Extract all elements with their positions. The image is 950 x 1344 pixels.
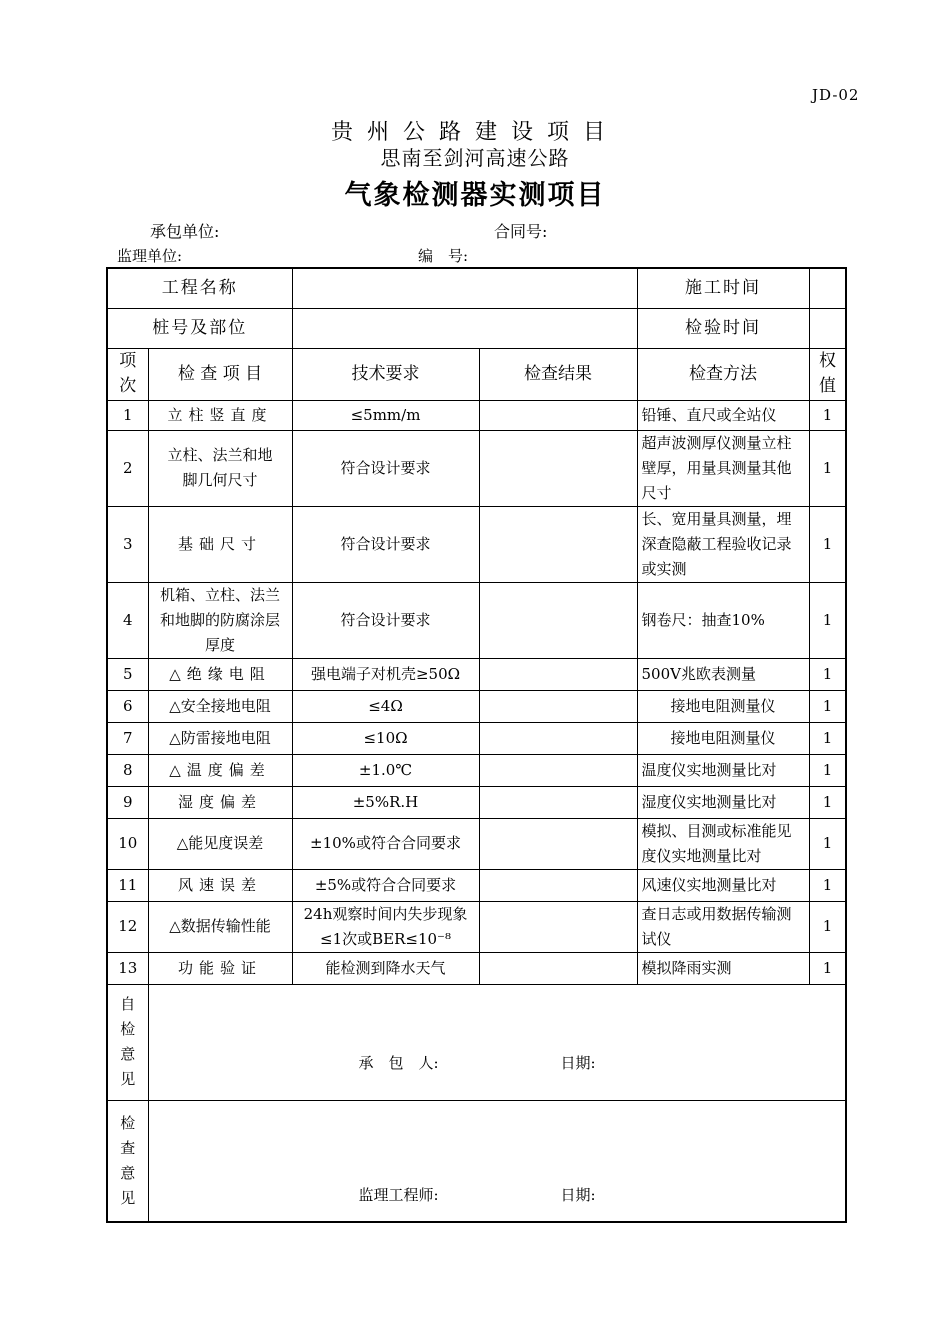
col-result: 检查结果 bbox=[479, 348, 637, 400]
project-name-field[interactable] bbox=[292, 268, 637, 308]
row-requirement: 强电端子对机壳≥50Ω bbox=[292, 658, 479, 690]
inspection-label: 检查意见 bbox=[120, 1113, 136, 1207]
contractor-label: 承包单位: bbox=[150, 222, 220, 241]
self-check-date-label: 日期: bbox=[560, 1053, 596, 1072]
row-weight: 1 bbox=[809, 690, 846, 722]
row-no: 3 bbox=[107, 506, 148, 582]
row-item: 风速误差 bbox=[148, 869, 292, 901]
row-weight: 1 bbox=[809, 506, 846, 582]
table-row bbox=[107, 400, 846, 430]
col-item: 检 查 项 目 bbox=[148, 348, 292, 400]
row-requirement: 符合设计要求 bbox=[292, 506, 479, 582]
row-no: 2 bbox=[107, 430, 148, 506]
row-weight: 1 bbox=[809, 952, 846, 984]
row-requirement: 符合设计要求 bbox=[292, 430, 479, 506]
row-weight: 1 bbox=[809, 658, 846, 690]
row-result[interactable] bbox=[479, 658, 637, 690]
project-title: 思南至剑河高速公路 bbox=[380, 146, 570, 170]
col-requirement: 技术要求 bbox=[292, 348, 479, 400]
col-no: 项次 bbox=[119, 351, 137, 396]
row-item: △数据传输性能 bbox=[148, 901, 292, 952]
inspection-area[interactable] bbox=[148, 1100, 846, 1222]
row-result[interactable] bbox=[479, 506, 637, 582]
row-no: 13 bbox=[107, 952, 148, 984]
table-row bbox=[107, 506, 846, 582]
row-item: 立柱竖直度 bbox=[148, 400, 292, 430]
org-title: 贵州公路建设项目 bbox=[330, 120, 619, 145]
row-item: 立柱、法兰和地脚几何尺寸 bbox=[148, 430, 292, 506]
row-no: 7 bbox=[107, 722, 148, 754]
info-row-project bbox=[107, 268, 846, 308]
page-title: 气象检测器实测项目 bbox=[344, 180, 606, 211]
inspection-date-label: 日期: bbox=[560, 1185, 596, 1204]
table-row bbox=[107, 690, 846, 722]
row-item: △绝缘电阻 bbox=[148, 658, 292, 690]
self-check-label: 自检意见 bbox=[120, 995, 136, 1088]
row-no: 6 bbox=[107, 690, 148, 722]
row-no: 1 bbox=[107, 400, 148, 430]
row-weight: 1 bbox=[809, 582, 846, 658]
table-row bbox=[107, 952, 846, 984]
self-check-row bbox=[107, 984, 846, 1100]
row-method: 钢卷尺：抽查10% bbox=[637, 582, 809, 658]
row-requirement: ±10%或符合合同要求 bbox=[292, 818, 479, 869]
row-item: △防雷接地电阻 bbox=[148, 722, 292, 754]
row-weight: 1 bbox=[809, 722, 846, 754]
row-requirement: 能检测到降水天气 bbox=[292, 952, 479, 984]
row-requirement: ±5%R.H bbox=[292, 786, 479, 818]
row-method: 接地电阻测量仪 bbox=[637, 690, 809, 722]
engineer-sign-label: 监理工程师: bbox=[358, 1185, 439, 1204]
row-method: 模拟、目测或标准能见度仪实地测量比对 bbox=[637, 818, 809, 869]
table-row bbox=[107, 582, 846, 658]
number-label: 编 号: bbox=[418, 247, 469, 265]
row-method: 铅锤、直尺或全站仪 bbox=[637, 400, 809, 430]
row-method: 温度仪实地测量比对 bbox=[637, 754, 809, 786]
row-result[interactable] bbox=[479, 430, 637, 506]
row-item: △能见度误差 bbox=[148, 818, 292, 869]
row-no: 11 bbox=[107, 869, 148, 901]
col-weight: 权值 bbox=[819, 351, 836, 396]
row-result[interactable] bbox=[479, 722, 637, 754]
row-item: 功能验证 bbox=[148, 952, 292, 984]
row-weight: 1 bbox=[809, 786, 846, 818]
table-row bbox=[107, 818, 846, 869]
row-no: 10 bbox=[107, 818, 148, 869]
row-method: 接地电阻测量仪 bbox=[637, 722, 809, 754]
table-row bbox=[107, 901, 846, 952]
row-weight: 1 bbox=[809, 430, 846, 506]
station-label: 桩号及部位 bbox=[107, 308, 292, 348]
construction-time-label: 施工时间 bbox=[637, 268, 809, 308]
row-no: 5 bbox=[107, 658, 148, 690]
row-method: 湿度仪实地测量比对 bbox=[637, 786, 809, 818]
row-result[interactable] bbox=[479, 818, 637, 869]
contract-no-label: 合同号: bbox=[494, 222, 548, 241]
table-row bbox=[107, 869, 846, 901]
row-weight: 1 bbox=[809, 901, 846, 952]
row-no: 4 bbox=[107, 582, 148, 658]
row-requirement: ≤5mm/m bbox=[292, 400, 479, 430]
form-code: JD-02 bbox=[812, 86, 860, 104]
row-method: 长、宽用量具测量，埋深查隐蔽工程验收记录或实测 bbox=[637, 506, 809, 582]
row-result[interactable] bbox=[479, 582, 637, 658]
row-result[interactable] bbox=[479, 400, 637, 430]
row-weight: 1 bbox=[809, 400, 846, 430]
row-no: 8 bbox=[107, 754, 148, 786]
row-item: △温度偏差 bbox=[148, 754, 292, 786]
row-requirement: 符合设计要求 bbox=[292, 582, 479, 658]
table-row bbox=[107, 658, 846, 690]
station-field[interactable] bbox=[292, 308, 637, 348]
row-requirement: ≤4Ω bbox=[292, 690, 479, 722]
table-row bbox=[107, 722, 846, 754]
row-method: 风速仪实地测量比对 bbox=[637, 869, 809, 901]
col-method: 检查方法 bbox=[637, 348, 809, 400]
row-requirement: ≤10Ω bbox=[292, 722, 479, 754]
row-method: 超声波测厚仪测量立柱壁厚，用量具测量其他尺寸 bbox=[637, 430, 809, 506]
inspection-time-label: 检验时间 bbox=[637, 308, 809, 348]
row-no: 12 bbox=[107, 901, 148, 952]
row-requirement: ±1.0℃ bbox=[292, 754, 479, 786]
row-method: 500V兆欧表测量 bbox=[637, 658, 809, 690]
inspection-row bbox=[107, 1100, 846, 1222]
row-no: 9 bbox=[107, 786, 148, 818]
row-result[interactable] bbox=[479, 786, 637, 818]
table-row bbox=[107, 754, 846, 786]
table-row bbox=[107, 786, 846, 818]
table-row bbox=[107, 430, 846, 506]
row-item: 机箱、立柱、法兰和地脚的防腐涂层厚度 bbox=[148, 582, 292, 658]
row-requirement: 24h观察时间内失步现象≤1次或BER≤10⁻⁸ bbox=[292, 901, 479, 952]
row-item: 基础尺寸 bbox=[148, 506, 292, 582]
contractor-sign-label: 承 包 人: bbox=[358, 1053, 439, 1072]
row-result[interactable] bbox=[479, 690, 637, 722]
info-row-station bbox=[107, 308, 846, 348]
row-item: △安全接地电阻 bbox=[148, 690, 292, 722]
row-result[interactable] bbox=[479, 901, 637, 952]
supervisor-label: 监理单位: bbox=[117, 247, 183, 265]
row-method: 查日志或用数据传输测试仪 bbox=[637, 901, 809, 952]
column-header-row bbox=[107, 348, 846, 400]
row-method: 模拟降雨实测 bbox=[637, 952, 809, 984]
inspection-table bbox=[106, 267, 847, 1223]
row-weight: 1 bbox=[809, 818, 846, 869]
row-item: 湿度偏差 bbox=[148, 786, 292, 818]
project-name-label: 工程名称 bbox=[107, 268, 292, 308]
row-requirement: ±5%或符合合同要求 bbox=[292, 869, 479, 901]
row-result[interactable] bbox=[479, 952, 637, 984]
self-check-area[interactable] bbox=[148, 984, 846, 1100]
row-weight: 1 bbox=[809, 754, 846, 786]
inspection-time-field[interactable] bbox=[809, 308, 846, 348]
row-result[interactable] bbox=[479, 869, 637, 901]
row-result[interactable] bbox=[479, 754, 637, 786]
construction-time-field[interactable] bbox=[809, 268, 846, 308]
row-weight: 1 bbox=[809, 869, 846, 901]
